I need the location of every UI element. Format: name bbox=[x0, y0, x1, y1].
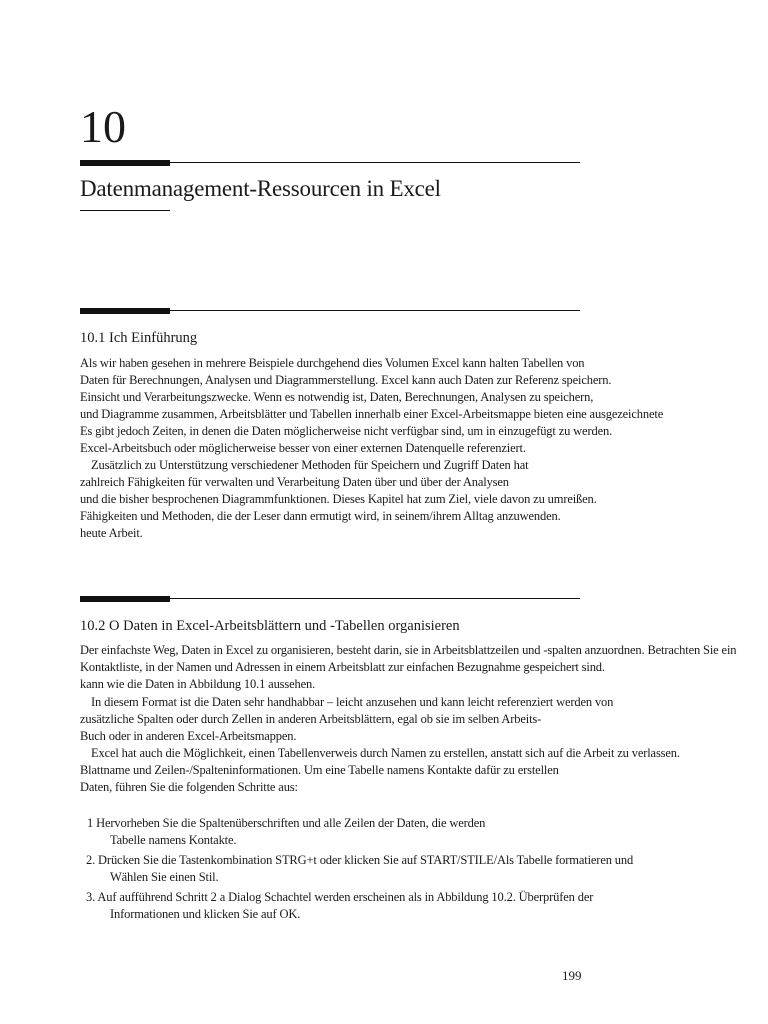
section-1-line: Fähigkeiten und Methoden, die der Leser dann ermutigt wird, in seinem/ihrem Alltag anzuwenden. bbox=[80, 509, 561, 523]
section-1-heading: 10.1 Ich Einführung bbox=[80, 330, 198, 346]
chapter-title-underline bbox=[80, 210, 170, 211]
step-1-continuation: Tabelle namens Kontakte. bbox=[110, 833, 237, 847]
section-1-line: und Diagramme zusammen, Arbeitsblätter und Tabellen innerhalb einer Excel-Arbeitsmappe bieten eine ausgezeichnete bbox=[80, 407, 664, 421]
page-number: 199 bbox=[562, 968, 582, 983]
section-1-line: und die bisher besprochenen Diagrammfunktionen. Dieses Kapitel hat zum Ziel, viele davon zu umreißen. bbox=[80, 492, 597, 506]
section-2-line: Blattname und Zeilen-/Spalteninformationen. Um eine Tabelle namens Kontakte dafür zu erstellen bbox=[80, 763, 559, 777]
step-2-continuation: Wählen Sie einen Stil. bbox=[110, 870, 219, 884]
section-1-line: Einsicht und Verarbeitungszwecke. Wenn es notwendig ist, Daten, Berechnungen, Analysen zu speichern, bbox=[80, 390, 594, 404]
section-1-line: Daten für Berechnungen, Analysen und Diagrammerstellung. Excel kann auch Daten zur Referenz speichern. bbox=[80, 373, 612, 387]
step-2-text: 2. Drücken Sie die Tastenkombination STRG+t oder klicken Sie auf START/STILE/Als Tabelle formatieren und bbox=[86, 853, 634, 867]
step-3-continuation: Informationen und klicken Sie auf OK. bbox=[110, 907, 301, 921]
section-2-rule-thin bbox=[170, 598, 580, 599]
section-2-line: Buch oder in anderen Excel-Arbeitsmappen. bbox=[80, 729, 297, 743]
chapter-rule-thick bbox=[80, 160, 170, 166]
section-1-line: Es gibt jedoch Zeiten, in denen die Daten möglicherweise nicht verfügbar sind, um in einzugefügt zu werden. bbox=[80, 424, 613, 438]
section-1-line: Zusätzlich zu Unterstützung verschiedener Methoden für Speichern und Zugriff Daten hat bbox=[91, 458, 529, 472]
section-1-line: heute Arbeit. bbox=[80, 526, 143, 540]
section-2-line: kann wie die Daten in Abbildung 10.1 aussehen. bbox=[80, 677, 316, 691]
section-1-line: zahlreich Fähigkeiten für verwalten und Verarbeitung Daten über und über der Analysen bbox=[80, 475, 509, 489]
section-2-line: Kontaktliste, in der Namen und Adressen in einem Arbeitsblatt zur einfachen Bezugnahme gespeichert sind. bbox=[80, 660, 605, 674]
section-2-line: Daten, führen Sie die folgenden Schritte aus: bbox=[80, 780, 298, 794]
step-3-text: 3. Auf aufführend Schritt 2 a Dialog Schachtel werden erscheinen als in Abbildung 10.2. Überprüfen der bbox=[86, 890, 594, 904]
section-2-rule-thick bbox=[80, 596, 170, 602]
chapter-title: Datenmanagement-Ressourcen in Excel bbox=[80, 176, 441, 201]
section-2-line: zusätzliche Spalten oder durch Zellen in anderen Arbeitsblättern, egal ob sie im selben Arbeits- bbox=[80, 712, 542, 726]
section-2-line: Der einfachste Weg, Daten in Excel zu organisieren, besteht darin, sie in Arbeitsblattzeilen und -spalten anzuordnen. Betrachten Sie ein bbox=[80, 643, 737, 657]
section-2-heading: 10.2 O Daten in Excel-Arbeitsblättern und -Tabellen organisieren bbox=[80, 618, 460, 634]
step-1-text: 1 Hervorheben Sie die Spaltenüberschriften und alle Zeilen der Daten, die werden bbox=[87, 816, 486, 830]
section-1-line: Excel-Arbeitsbuch oder möglicherweise besser von einer externen Datenquelle referenziert. bbox=[80, 441, 526, 455]
chapter-rule-thin bbox=[170, 162, 580, 163]
section-2-line: In diesem Format ist die Daten sehr handhabbar – leicht anzusehen und kann leicht referenziert werden von bbox=[91, 695, 614, 709]
section-1-line: Als wir haben gesehen in mehrere Beispiele durchgehend dies Volumen Excel kann halten Tabellen von bbox=[80, 356, 585, 370]
section-1-rule-thin bbox=[170, 310, 580, 311]
chapter-number: 10 bbox=[80, 101, 126, 152]
section-1-rule-thick bbox=[80, 308, 170, 314]
section-2-line: Excel hat auch die Möglichkeit, einen Tabellenverweis durch Namen zu erstellen, anstatt sich auf die Arbeit zu verlassen. bbox=[91, 746, 680, 760]
